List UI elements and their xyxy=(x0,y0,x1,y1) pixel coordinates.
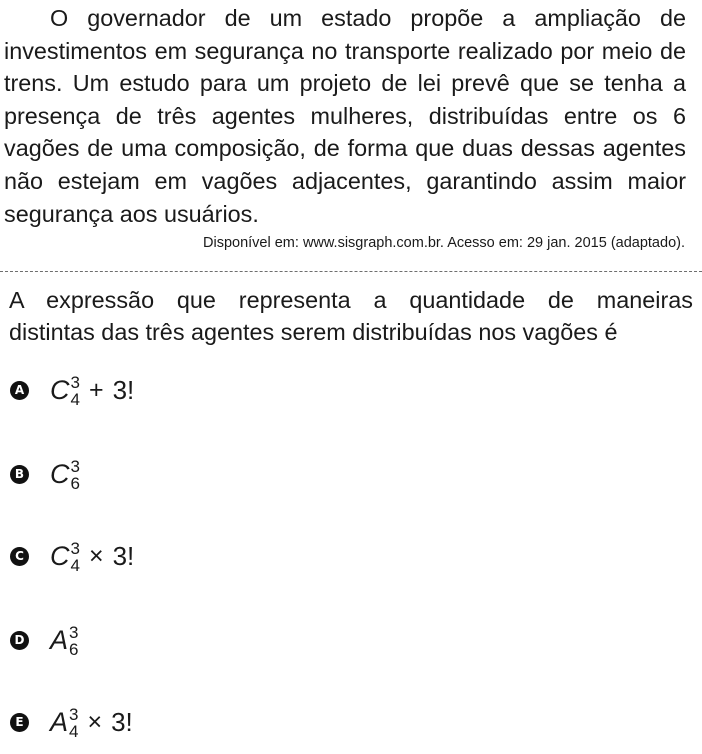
option-letter-badge: D xyxy=(10,631,29,650)
operator: + xyxy=(88,375,104,404)
subscript: 4 xyxy=(70,390,80,409)
subscript: 4 xyxy=(69,722,79,741)
question-stem-line-1: A expressão que representa a quantidade de maneiras xyxy=(9,287,693,313)
subscript: 6 xyxy=(70,474,80,493)
option-d[interactable] xyxy=(10,620,78,660)
subscript: 6 xyxy=(69,640,79,659)
option-letter-badge: B xyxy=(10,465,29,484)
option-letter-badge: E xyxy=(10,713,29,732)
option-a[interactable] xyxy=(10,370,134,410)
superscript: 3 xyxy=(70,373,80,392)
index-scripts xyxy=(69,624,78,658)
question-stem-line-2: distintas das três agentes serem distribuídas nos vagões é xyxy=(9,319,618,345)
factorial-term: 3! xyxy=(112,374,135,405)
factorial-term: 3! xyxy=(111,706,133,737)
index-scripts xyxy=(71,374,80,408)
option-expression xyxy=(50,372,134,408)
index-scripts xyxy=(71,540,80,574)
subscript: 4 xyxy=(70,556,80,575)
factorial-term: 3! xyxy=(112,540,135,571)
arrangement-symbol: A xyxy=(50,624,69,655)
option-expression xyxy=(50,622,78,658)
option-b[interactable] xyxy=(10,454,80,494)
option-e[interactable] xyxy=(10,702,133,742)
option-letter-badge: C xyxy=(10,547,29,566)
operator: × xyxy=(88,541,104,570)
option-c[interactable] xyxy=(10,536,134,576)
dashed-divider xyxy=(0,271,702,272)
superscript: 3 xyxy=(69,623,79,642)
source-citation: Disponível em: www.sisgraph.com.br. Acesso em: 29 jan. 2015 (adaptado). xyxy=(203,235,685,251)
superscript: 3 xyxy=(69,705,79,724)
combination-symbol: C xyxy=(50,458,70,489)
superscript: 3 xyxy=(70,457,80,476)
option-expression xyxy=(50,456,80,492)
index-scripts xyxy=(71,458,80,492)
arrangement-symbol: A xyxy=(50,706,69,737)
question-stem xyxy=(9,284,693,348)
passage-text: O governador de um estado propõe a ampliação de investimentos em segurança no transporte realizado por meio de trens. Um estudo para um projeto de lei prevê que se tenha a presença de três agentes mulheres, distribuídas entre os 6 vagões de uma composição, de forma que duas dessas agentes não estejam em vagões adjacentes, garantindo assim maior segurança aos usuários. xyxy=(4,5,686,227)
index-scripts xyxy=(69,706,78,740)
option-letter-badge: A xyxy=(10,381,29,400)
option-expression xyxy=(50,538,134,574)
operator: × xyxy=(87,707,103,736)
combination-symbol: C xyxy=(50,374,70,405)
combination-symbol: C xyxy=(50,540,70,571)
option-expression xyxy=(50,704,133,740)
superscript: 3 xyxy=(70,539,80,558)
